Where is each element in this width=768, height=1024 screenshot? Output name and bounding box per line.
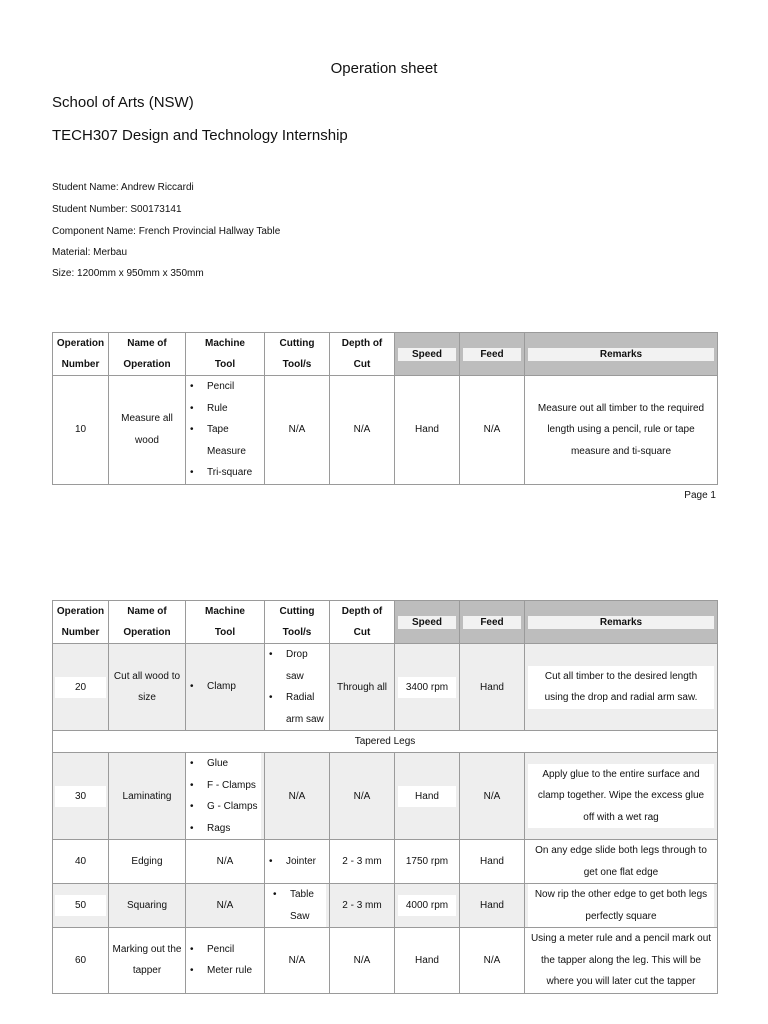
cell-remarks: Apply glue to the entire surface and clamp together. Wipe the excess glue off with a wet rag: [525, 753, 718, 840]
cell-speed: Hand: [395, 376, 460, 485]
cell-name: Marking out the tapper: [109, 928, 186, 994]
size: Size: 1200mm x 950mm x 350mm: [52, 268, 204, 279]
list-item: • Jointer: [269, 851, 329, 873]
operations-table-page-2: [52, 600, 718, 994]
header-cutting-tools: Cutting Tool/s: [265, 333, 330, 376]
header-cutting-tools: Cutting Tool/s: [265, 601, 330, 644]
cell-machine-tools: [186, 644, 265, 731]
cell-depth: N/A: [330, 753, 395, 840]
cell-number: 60: [53, 928, 109, 994]
school-name: School of Arts (NSW): [52, 94, 194, 111]
header-depth-of-cut: Depth of Cut: [330, 601, 395, 644]
cell-remarks: Using a meter rule and a pencil mark out the tapper along the leg. This will be where you will later cut the tapper: [525, 928, 718, 994]
cell-name: Cut all wood to size: [109, 644, 186, 731]
cell-number: 30: [53, 753, 109, 840]
cell-cutting: N/A: [265, 928, 330, 994]
cell-feed: N/A: [460, 376, 525, 485]
list-item: • Rule: [190, 398, 264, 420]
list-item: • Table Saw: [273, 884, 326, 927]
cell-depth: Through all: [330, 644, 395, 731]
header-name-of-operation: Name of Operation: [109, 333, 186, 376]
cell-feed: Hand: [460, 840, 525, 884]
cell-name: Measure all wood: [109, 376, 186, 485]
cell-remarks: On any edge slide both legs through to get one flat edge: [525, 840, 718, 884]
cell-feed: N/A: [460, 753, 525, 840]
cell-cutting-tools: [265, 644, 330, 731]
list-item: • Pencil: [190, 376, 264, 398]
cell-name: Squaring: [109, 884, 186, 928]
student-name: Student Name: Andrew Riccardi: [52, 182, 194, 193]
student-number: Student Number: S00173141: [52, 204, 182, 215]
header-remarks: Remarks: [525, 601, 718, 644]
header-speed: Speed: [395, 601, 460, 644]
cell-remarks: Cut all timber to the desired length using the drop and radial arm saw.: [525, 644, 718, 731]
list-item: • Tape Measure: [190, 419, 264, 462]
table-row: [53, 644, 718, 731]
cell-machine-tools: [186, 928, 265, 994]
cell-number: 50: [53, 884, 109, 928]
list-item: • Tri-square: [190, 462, 264, 484]
document-title: Operation sheet: [330, 60, 438, 77]
cell-depth: N/A: [330, 928, 395, 994]
header-feed: Feed: [460, 333, 525, 376]
cell-cutting: N/A: [265, 376, 330, 485]
cell-depth: N/A: [330, 376, 395, 485]
header-operation-number: Operation Number: [53, 601, 109, 644]
cell-number: 40: [53, 840, 109, 884]
course-title: TECH307 Design and Technology Internship: [52, 127, 348, 144]
table-row: [53, 753, 718, 840]
cell-name: Laminating: [109, 753, 186, 840]
cell-name: Edging: [109, 840, 186, 884]
list-item: • Glue: [190, 753, 261, 775]
header-machine-tool: Machine Tool: [186, 601, 265, 644]
list-item: • Clamp: [190, 676, 264, 698]
operations-table-page-1: [52, 332, 718, 485]
cell-depth: 2 - 3 mm: [330, 840, 395, 884]
cell-speed: 1750 rpm: [395, 840, 460, 884]
cell-machine-tools: [186, 753, 265, 840]
table-row: [53, 840, 718, 884]
cell-depth: 2 - 3 mm: [330, 884, 395, 928]
cell-machine: N/A: [186, 884, 265, 928]
header-feed: Feed: [460, 601, 525, 644]
header-depth-of-cut: Depth of Cut: [330, 333, 395, 376]
page-number: Page 1: [684, 490, 716, 501]
list-item: • Meter rule: [190, 960, 264, 982]
cell-feed: Hand: [460, 884, 525, 928]
section-row: [53, 731, 718, 753]
cell-cutting: N/A: [265, 753, 330, 840]
table-row: [53, 376, 718, 485]
header-remarks: Remarks: [525, 333, 718, 376]
list-item: • Radial arm saw: [269, 687, 329, 730]
material: Material: Merbau: [52, 247, 128, 258]
table-row: [53, 928, 718, 994]
component-name: Component Name: French Provincial Hallway Table: [52, 226, 281, 237]
cell-number: 10: [53, 376, 109, 485]
cell-speed: 3400 rpm: [395, 644, 460, 731]
cell-speed: Hand: [395, 753, 460, 840]
header-name-of-operation: Name of Operation: [109, 601, 186, 644]
cell-cutting-tools: [265, 884, 330, 928]
cell-machine-tools: [186, 376, 265, 485]
table-header-row: [53, 601, 718, 644]
cell-feed: N/A: [460, 928, 525, 994]
table-row: [53, 884, 718, 928]
cell-cutting-tools: [265, 840, 330, 884]
cell-number: 20: [53, 644, 109, 731]
cell-speed: Hand: [395, 928, 460, 994]
section-tapered-legs: Tapered Legs: [53, 731, 718, 753]
cell-remarks: Now rip the other edge to get both legs perfectly square: [525, 884, 718, 928]
header-machine-tool: Machine Tool: [186, 333, 265, 376]
list-item: • F - Clamps: [190, 775, 261, 797]
header-speed: Speed: [395, 333, 460, 376]
table-header-row: [53, 333, 718, 376]
list-item: • G - Clamps: [190, 796, 261, 818]
cell-remarks: Measure out all timber to the required length using a pencil, rule or tape measure and ti-square: [525, 376, 718, 485]
cell-feed: Hand: [460, 644, 525, 731]
list-item: • Drop saw: [269, 644, 329, 687]
header-operation-number: Operation Number: [53, 333, 109, 376]
list-item: • Pencil: [190, 939, 264, 961]
list-item: • Rags: [190, 818, 261, 840]
cell-speed: 4000 rpm: [395, 884, 460, 928]
cell-machine: N/A: [186, 840, 265, 884]
